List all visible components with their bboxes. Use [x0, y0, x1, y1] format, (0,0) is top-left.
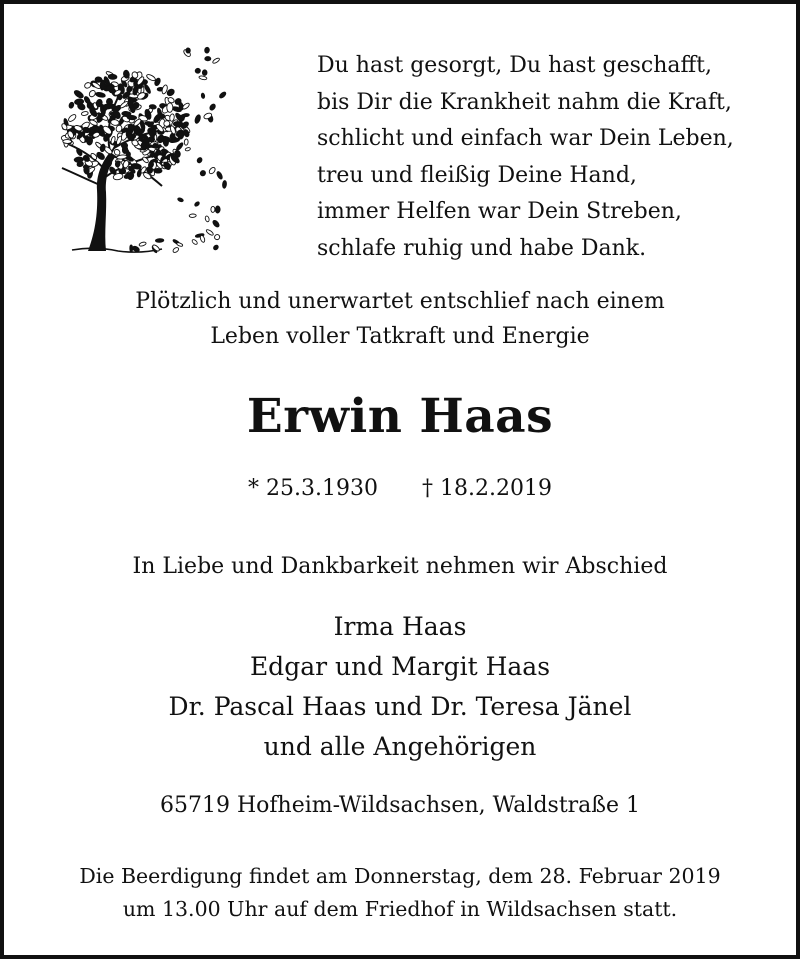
- mourner-name: und alle Angehörigen: [263, 732, 537, 761]
- poem-line: schlafe ruhig und habe Dank.: [317, 235, 647, 261]
- poem-line: immer Helfen war Dein Streben,: [317, 199, 682, 224]
- death-date: † 18.2.2019: [422, 476, 552, 501]
- farewell-text: In Liebe und Dankbarkeit nehmen wir Abschied: [132, 554, 668, 579]
- poem-line: treu und fleißig Deine Hand,: [317, 162, 637, 188]
- windblown-tree-icon: [50, 40, 230, 258]
- mourners-list: [4, 607, 796, 767]
- mourner-name: Dr. Pascal Haas und Dr. Teresa Jänel: [168, 692, 632, 721]
- life-dates: [4, 472, 796, 506]
- intro-line: Plötzlich und unerwartet entschlief nach einem: [135, 289, 665, 314]
- birth-date: * 25.3.1930: [248, 476, 378, 501]
- poem-line: bis Dir die Krankheit nahm die Kraft,: [317, 89, 732, 115]
- intro-text: [4, 284, 796, 354]
- funeral-line: um 13.00 Uhr auf dem Friedhof in Wildsachsen statt.: [122, 897, 678, 921]
- family-address: 65719 Hofheim-Wildsachsen, Waldstraße 1: [159, 793, 640, 818]
- deceased-name: Erwin Haas: [246, 389, 554, 444]
- mourner-name: Irma Haas: [333, 612, 467, 641]
- mourner-name: Edgar und Margit Haas: [249, 652, 551, 681]
- funeral-info: [4, 860, 796, 926]
- intro-line: Leben voller Tatkraft und Energie: [210, 324, 590, 349]
- poem: [317, 48, 787, 267]
- funeral-line: Die Beerdigung findet am Donnerstag, dem 28. Februar 2019: [79, 864, 721, 888]
- poem-line: schlicht und einfach war Dein Leben,: [317, 126, 734, 151]
- poem-line: Du hast gesorgt, Du hast geschafft,: [317, 53, 712, 78]
